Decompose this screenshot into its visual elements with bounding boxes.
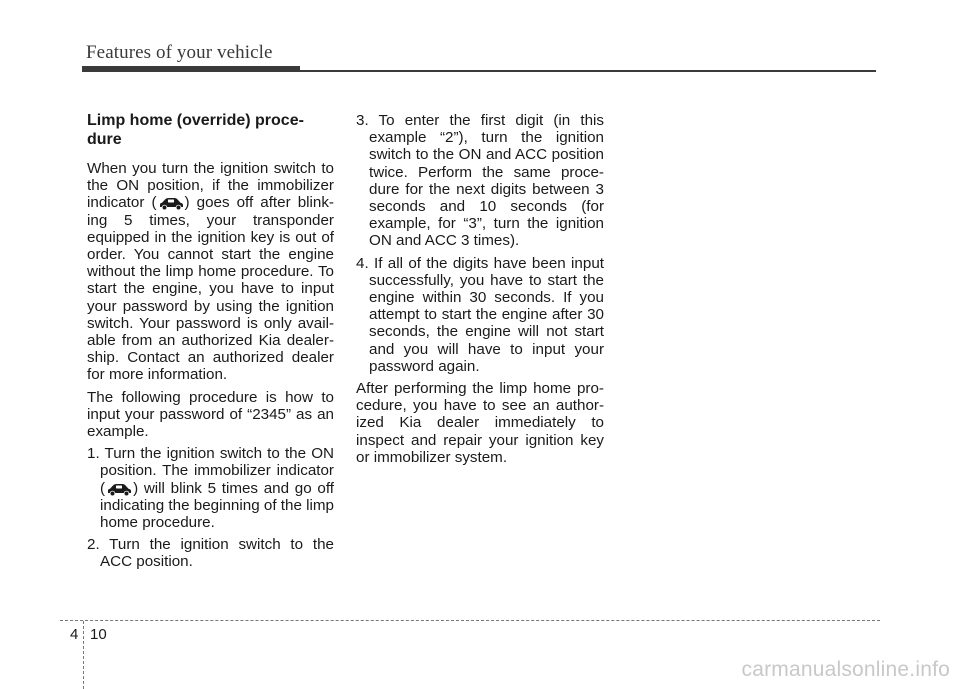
intro-paragraph (87, 160, 334, 384)
left-column (87, 112, 334, 576)
car-key-icon (105, 481, 133, 497)
step-2: 2. Turn the ignition switch to the ACC position. (87, 536, 334, 571)
step-4: 4. If all of the digits have been input successfully, you have to start the engine within 30 seconds. If you attempt to start the engine after 30 seconds, the engine will not start and you will have to input your password again. (356, 254, 604, 375)
intro-text-end: ) goes off after blink-ing 5 times, your transponder equipped in the ignition key is out of order. You cannot start the engine without the limp home procedure. To start the engine, you have to input your password by using the ignition switch. Your password is only avail-able from an authorized Kia dealer-ship. Contact an authorized dealer for more information. (87, 194, 334, 384)
step-1-text-start: 1. Turn the ignition switch to the ON position. The immobilizer indicator ( (87, 445, 334, 497)
header-rule-thin (300, 70, 876, 72)
header-rule-thick (82, 66, 300, 72)
intro-text-start: When you turn the ignition switch to the ON position, if the immobilizer indicator ( (87, 160, 334, 212)
example-paragraph: The following procedure is how to input your password of “2345” as an example. (87, 388, 334, 441)
closing-paragraph: After performing the limp home pro-cedure, you have to see an author-ized Kia dealer immediately to inspect and repair your ignition key or immobilizer system. (356, 380, 604, 466)
page-header-title: Features of your vehicle (86, 42, 273, 63)
step-1 (87, 445, 334, 531)
site-watermark: carmanualsonline.info (741, 658, 950, 681)
right-column (356, 112, 604, 471)
footer-vertical-divider (83, 621, 84, 689)
section-heading: Limp home (override) proce- dure (87, 112, 304, 148)
step-1-text-end: ) will blink 5 times and go off indicating the beginning of the limp home procedure. (100, 479, 334, 532)
page-number: 10 (90, 626, 107, 643)
step-3: 3. To enter the first digit (in this example “2”), turn the ignition switch to the ON and ACC position twice. Perform the same proce-dure for the next digits between 3 seconds and 10 seconds (for example, for “3”, turn the ignition ON and ACC 3 times). (356, 112, 604, 250)
footer-divider (60, 620, 880, 621)
car-key-icon (157, 195, 185, 211)
chapter-number: 4 (70, 626, 79, 643)
